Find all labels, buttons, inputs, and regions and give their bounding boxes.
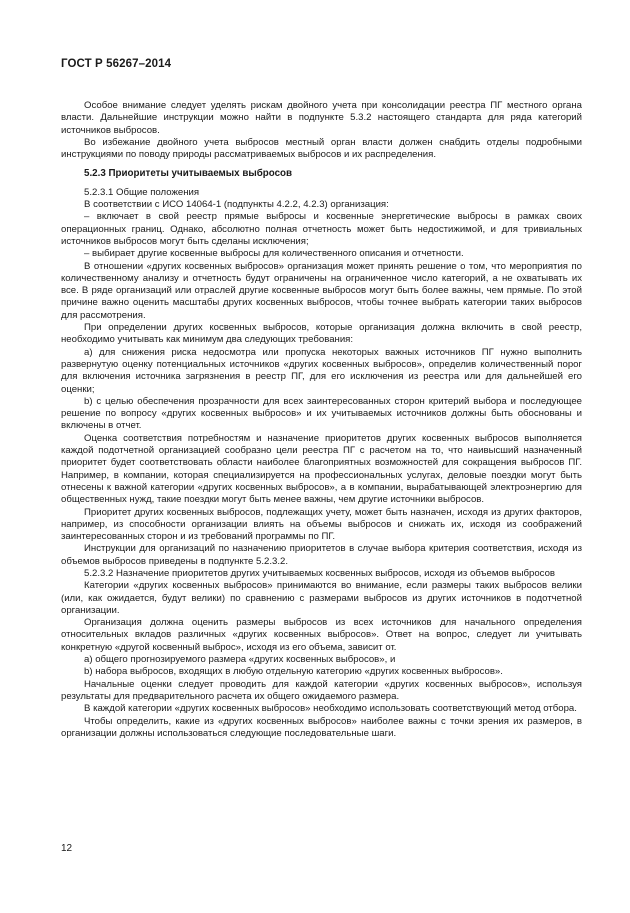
- paragraph: Чтобы определить, какие из «других косвенных выбросов» наиболее важны с точки зрения их размеров, в организации должны использоваться следующие последовательные шаги.: [61, 715, 582, 739]
- paragraph: Оценка соответствия потребностям и назначение приоритетов других косвенных выбросов выполняется каждой подотчетной организацией сообразно цели реестра ПГ с расчетом на то, что наивысший назначенный приоритет будет соответствовать области наиболее благоприятных возможностей для сокращения выбросов ПГ. Например, в компании, которая специализируется на профессиональных услугах, деловые поездки могут быть отнесены к важной категории «других косвенных выбросов», а в компании, вырабатывающей электроэнергию для общественных нужд, такие поездки могут быть менее важны, чем другие источники выбросов.: [61, 432, 582, 506]
- list-item: a) общего прогнозируемого размера «других косвенных выбросов», и: [84, 654, 396, 666]
- paragraph: Приоритет других косвенных выбросов, подлежащих учету, может быть назначен, исходя из других факторов, например, из способности организации влиять на объемы выбросов и снижать их, исходя из соображений заинтересованных сторон и из требований программы по ПГ.: [61, 506, 582, 543]
- paragraph: Инструкции для организаций по назначению приоритетов в случае выбора критерия соответствия, исходя из объемов выбросов приведены в подпункте 5.2.3.2.: [61, 543, 582, 567]
- subsection-heading: 5.2.3.2 Назначение приоритетов других учитываемых косвенных выбросов, исходя из объемов выбросов: [84, 567, 556, 579]
- section-heading: 5.2.3 Приоритеты учитываемых выбросов: [84, 168, 293, 180]
- paragraph: Особое внимание следует уделять рискам двойного учета при консолидации реестра ПГ местного органа власти. Дальнейшие инструкции можно найти в подпункте 5.3.2 настоящего стандарта для ряда категорий источников выбросов.: [61, 100, 582, 136]
- paragraph: Категории «других косвенных выбросов» принимаются во внимание, если размеры таких выбросов велики (или, как ожидается, будут велики) по сравнению с размерами выбросов из других источников в подотчетной организации.: [61, 580, 582, 616]
- paragraph: В каждой категории «других косвенных выбросов» необходимо использовать соответствующий метод отбора.: [84, 703, 577, 715]
- paragraph: Начальные оценки следует проводить для каждой категории «других косвенных выбросов», используя результаты для предварительного расчета их общего ожидаемого размера.: [61, 678, 582, 702]
- paragraph: Во избежание двойного учета выбросов местный орган власти должен снабдить отделы подробными инструкциями по поводу природы рассматриваемых выбросов и их распределения.: [61, 136, 582, 161]
- list-item: – выбирает другие косвенные выбросы для количественного описания и отчетности.: [84, 248, 464, 260]
- list-item: b) набора выбросов, входящих в любую отдельную категорию «других косвенных выбросов».: [84, 666, 503, 678]
- paragraph: В соответствии с ИСО 14064-1 (подпункты 4.2.2, 4.2.3) организация:: [84, 199, 389, 211]
- paragraph: При определении других косвенных выбросов, которые организация должна включить в свой реестр, необходимо учитывать как минимум два следующих требования:: [61, 322, 582, 346]
- list-item: a) для снижения риска недосмотра или пропуска некоторых важных источников ПГ нужно выполнить развернутую оценку потенциальных источников «других косвенных выбросов», определив количественный порог для включения источника загрязнения в реестр ПГ, для его исключения из реестра или для дальнейшей его оценки;: [61, 346, 582, 395]
- paragraph: Организация должна оценить размеры выбросов из всех источников для начального определения относительных вкладов различных «других косвенных выбросов». Ответ на вопрос, следует ли учитывать конкретную «другой косвенный выброс», исходя из его объема, зависит от.: [61, 617, 582, 653]
- list-item: b) с целью обеспечения прозрачности для всех заинтересованных сторон критерий выбора и последующее решение по вопросу «других косвенных выбросов» и их учитываемых источников должны быть обоснованы и включены в отчет.: [61, 395, 582, 432]
- page-number: 12: [61, 843, 73, 854]
- document-content: [61, 100, 582, 740]
- list-item: – включает в свой реестр прямые выбросы и косвенные энергетические выбросы в рамках своих операционных границ. Однако, абсолютно полная отчетность может быть недостижимой, и для тривиальных источников выбросов могут быть сделаны исключения;: [61, 211, 582, 247]
- paragraph: В отношении «других косвенных выбросов» организация может принять решение о том, что мероприятия по количественному анализу и отчетность будут ограничены на ограниченное число категорий, а не охватывать их все. В ряде организаций или отраслей другие косвенные выбросов могут быть более важны, чем прямые. По этой причине важно оценить масштабы других косвенных выбросов, чтобы точнее выбрать категории таких выбросов для рассмотрения.: [61, 260, 582, 321]
- page-header: ГОСТ Р 56267–2014: [61, 58, 172, 70]
- subsection-heading: 5.2.3.1 Общие положения: [84, 186, 200, 198]
